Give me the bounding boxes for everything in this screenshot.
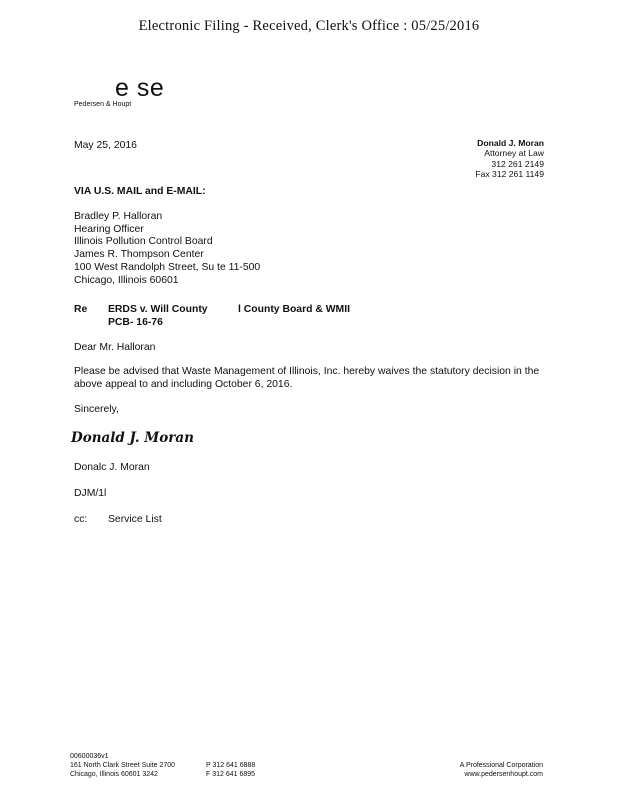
delivery-method: VIA U.S. MAIL and E-MAIL: (74, 186, 206, 197)
letter-date: May 25, 2016 (74, 140, 137, 151)
attorney-block (475, 138, 544, 179)
recipient-line: 100 West Randolph Street, Su te 11-500 (74, 261, 261, 273)
recipient-line: Hearing Officer (74, 223, 144, 235)
salutation: Dear Mr. Halloran (74, 342, 156, 353)
footer-firm (460, 752, 543, 779)
recipient-line: Chicago, Illinois 60601 (74, 274, 179, 286)
footer-contact (206, 752, 255, 779)
filing-stamp: Electronic Filing - Received, Clerk's Office : 05/25/2016 (138, 18, 480, 34)
footer-address (70, 752, 175, 779)
firm-logo: e se (115, 74, 165, 102)
signature: Donald J. Moran (71, 430, 194, 446)
footer-web: www.pedersenhoupt.com (464, 771, 543, 778)
recipient-line: Bradley P. Halloran (74, 211, 163, 222)
re-case-number: PCB- 16-76 (108, 317, 163, 328)
cc-value: Service List (108, 514, 162, 525)
attorney-name: Donald J. Moran (477, 138, 544, 148)
recipient-line: Illinois Pollution Control Board (74, 236, 213, 248)
re-case: ERDS v. Will County (108, 304, 208, 315)
footer-doc-number: 00600036v1 (70, 753, 109, 760)
re-label: Re (74, 304, 88, 315)
footer-city: Chicago, Illinois 60601 3242 (70, 771, 158, 778)
letter-body: Please be advised that Waste Management of Illinois, Inc. hereby waives the statutory decision in the above appeal to and including October 6, 2016. (74, 366, 540, 390)
footer-street: 161 North Clark Street Suite 2700 (70, 762, 176, 769)
signer-name: Donalc J. Moran (74, 462, 150, 473)
firm-logo-name: Pedersen & Houpt (74, 101, 132, 108)
attorney-title: Attorney at Law (484, 148, 544, 159)
attorney-phone: 312 261 2149 (491, 158, 544, 169)
attorney-fax: Fax 312 261 1149 (475, 168, 544, 179)
recipient-line: James R. Thompson Center (74, 249, 204, 261)
initials: DJM/1l (74, 488, 107, 499)
footer-corp: A Professional Corporation (459, 762, 543, 769)
footer-fax: F 312 641 6895 (206, 771, 256, 778)
footer-phone: P 312 641 6888 (206, 762, 256, 769)
cc-label: cc: (74, 514, 88, 525)
re-parties: l County Board & WMII (238, 304, 350, 315)
closing: Sincerely, (74, 404, 119, 415)
recipient-address (74, 211, 260, 287)
